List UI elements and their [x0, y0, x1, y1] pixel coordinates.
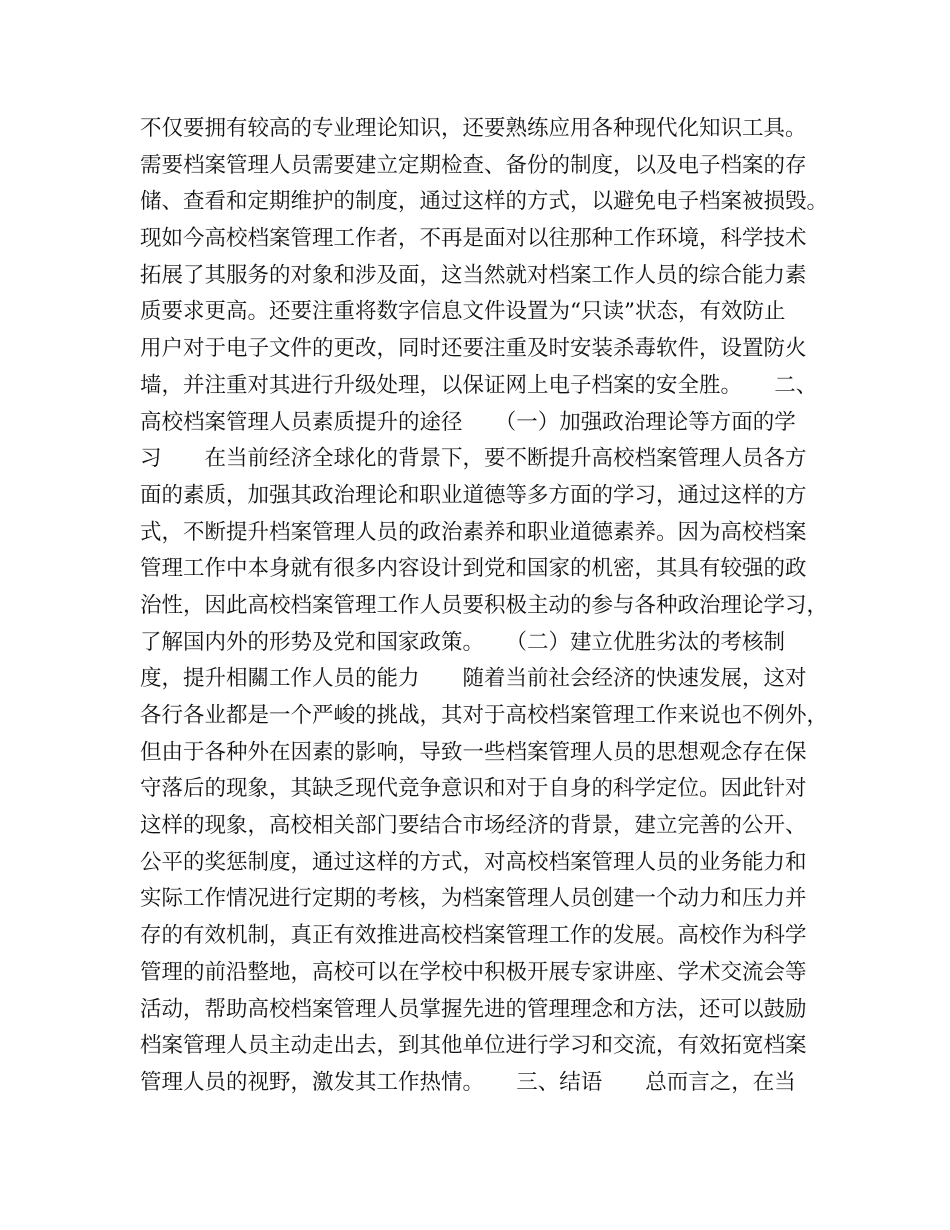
text-line: 这样的现象，高校相关部门要结合市场经济的背景，建立完善的公开、: [140, 813, 807, 839]
text-line: 守落后的现象，其缺乏现代竞争意识和对于自身的科学定位。因此针对: [140, 776, 807, 802]
text-line: 存的有效机制，真正有效推进高校档案管理工作的发展。高校作为科学: [140, 923, 807, 949]
text-line: 需要档案管理人员需要建立定期检查、备份的制度，以及电子档案的存: [140, 152, 807, 178]
text-line: 习 在当前经济全球化的背景下，要不断提升高校档案管理人员各方: [140, 446, 807, 472]
text-line: 活动，帮助高校档案管理人员掌握先进的管理理念和方法，还可以鼓励: [140, 996, 807, 1022]
text-line: 拓展了其服务的对象和涉及面，这当然就对档案工作人员的综合能力素: [140, 262, 807, 288]
text-line: 公平的奖惩制度，通过这样的方式，对高校档案管理人员的业务能力和: [140, 849, 807, 875]
text-line: 实际工作情况进行定期的考核，为档案管理人员创建一个动力和压力并: [140, 886, 807, 912]
text-line: 用户对于电子文件的更改，同时还要注重及时安装杀毒软件，设置防火: [140, 336, 807, 362]
text-line: 墙，并注重对其进行升级处理，以保证网上电子档案的安全胜。 二、: [140, 372, 818, 398]
text-line: 了解国内外的形势及党和国家政策。 （二）建立优胜劣汰的考核制: [140, 629, 786, 655]
text-line: 不仅要拥有较高的专业理论知识，还要熟练应用各种现代化知识工具。: [140, 116, 807, 141]
text-line: 高校档案管理人员素质提升的途径 （一）加强政治理论等方面的学: [140, 409, 796, 435]
text-line: 但由于各种外在因素的影响，导致一些档案管理人员的思想观念存在保: [140, 739, 807, 765]
text-line: 质要求更高。还要注重将数字信息文件设置为“只读”状态，有效防止: [140, 299, 786, 325]
text-line: 管理工作中本身就有很多内容设计到党和国家的机密，其具有较强的政: [140, 556, 807, 582]
text-line: 治性，因此高校档案管理工作人员要积极主动的参与各种政治理论学习，: [140, 592, 829, 618]
text-line: 面的素质，加强其政治理论和职业道德等多方面的学习，通过这样的方: [140, 482, 807, 508]
text-line: 度，提升相關工作人员的能力 随着当前社会经济的快速发展，这对: [140, 666, 807, 692]
text-line: 式，不断提升档案管理人员的政治素养和职业道德素养。因为高校档案: [140, 519, 807, 545]
text-line: 管理的前沿整地，高校可以在学校中积极开展专家讲座、学术交流会等: [140, 959, 807, 985]
text-line: 现如今高校档案管理工作者，不再是面对以往那种工作环境，科学技术: [140, 226, 807, 252]
text-line: 管理人员的视野，激发其工作热情。 三、结语 总而言之，在当: [140, 1069, 796, 1095]
text-line: 各行各业都是一个严峻的挑战，其对于高校档案管理工作来说也不例外，: [140, 703, 829, 728]
body-text: [140, 111, 830, 1102]
text-line: 档案管理人员主动走出去，到其他单位进行学习和交流，有效拓宽档案: [140, 1033, 807, 1059]
text-line: 储、查看和定期维护的制度，通过这样的方式，以避免电子档案被损毁。: [140, 189, 829, 215]
